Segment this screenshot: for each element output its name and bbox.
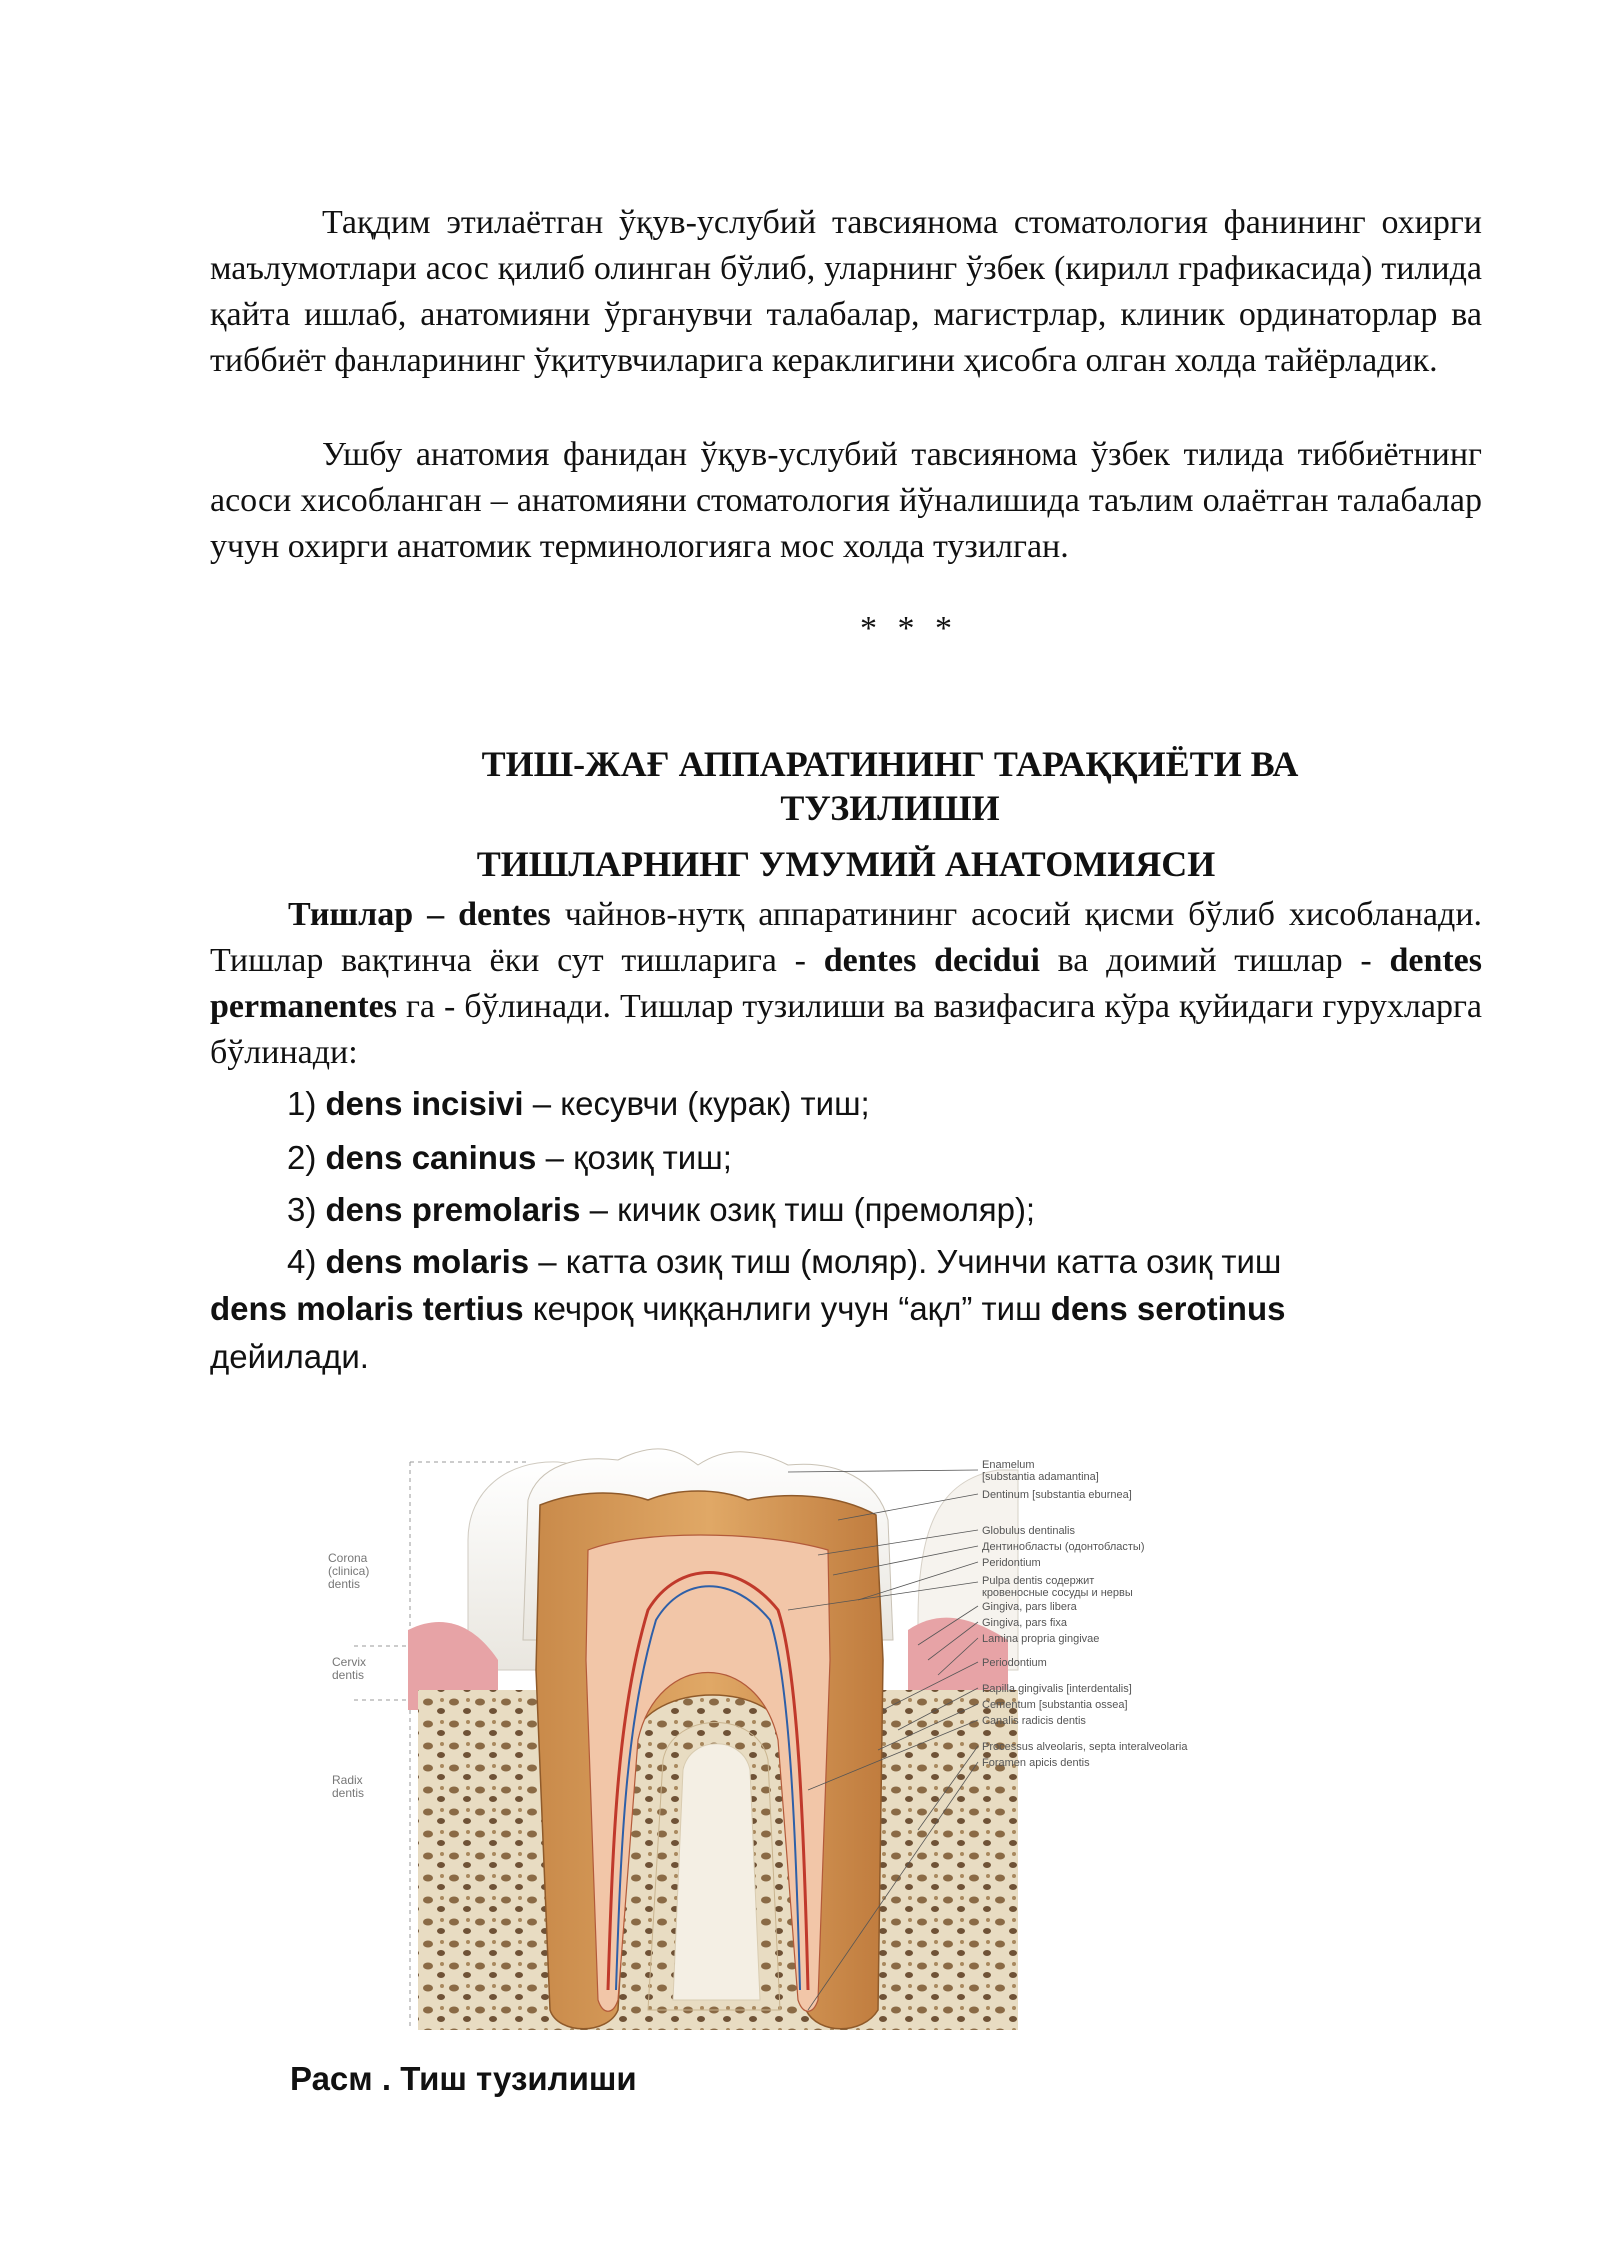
body-paragraph — [210, 892, 1482, 1076]
list-number: 4) — [287, 1243, 326, 1280]
list-number: 1) — [287, 1085, 326, 1122]
label-papilla: Papilla gingivalis [interdentalis] — [982, 1683, 1132, 1695]
section-title: ТИШЛАРНИНГ УМУМИЙ АНАТОМИЯСИ — [476, 844, 1216, 884]
list-continuation-text: кечроқ чиққанлиги учун “ақл” тиш — [523, 1290, 1051, 1327]
label-gingiva-libera: Gingiva, pars libera — [982, 1601, 1077, 1613]
list-item — [287, 1240, 1281, 1284]
label-corona: Corona (clinica) dentis — [328, 1551, 370, 1591]
list-term: dens caninus — [325, 1139, 537, 1176]
label-globulus: Globulus dentinalis — [982, 1525, 1075, 1537]
label-dentinoblasty: Дентинобласты (одонтобласты) — [982, 1541, 1145, 1553]
label-foramen: Foramen apicis dentis — [982, 1757, 1090, 1769]
list-term: dens incisivi — [325, 1085, 524, 1122]
label-enamelum: Enamelum [substantia adamantina] — [982, 1459, 1099, 1483]
tooth-structure-figure — [318, 1410, 1278, 2050]
intro-paragraph-1-text: Тақдим этилаётган ўқув-услубий тавсиянома стоматология фанининг охирги маълумотлари асос қилиб олинган бўлиб, уларнинг ўзбек (кирилл графикасида) тилида қайта ишлаб, анатомияни ўрганувчи талабалар, магистрлар, клиник ординаторлар ва тиббиёт фанларининг ўқитувчиларига кераклигини ҳисобга олган холда тайёрладик. — [210, 204, 1482, 379]
label-dentinum: Dentinum [substantia eburnea] — [982, 1489, 1132, 1501]
list-continuation — [210, 1286, 1285, 1332]
label-periodontium: Periodontium — [982, 1657, 1047, 1669]
intro-paragraph-2-text: Ушбу анатомия фанидан ўқув-услубий тавсиянома ўзбек тилида тиббиётнинг асоси хисобланган – анатомияни стоматология йўналишида таълим олаётган талабалар учун охирги анатомик терминологияга мос холда тузилган. — [210, 436, 1482, 565]
list-number: 2) — [287, 1139, 326, 1176]
intro-paragraph-1 — [210, 200, 1482, 384]
figure-caption: Расм . Тиш тузилиши — [290, 2060, 637, 2097]
label-canalis: Canalis radicis dentis — [982, 1715, 1086, 1727]
label-cervix: Cervix dentis — [332, 1655, 367, 1682]
label-peridontium: Peridontium — [982, 1557, 1041, 1569]
intro-paragraph-2 — [210, 432, 1482, 570]
body-text-3: га - бўлинади. Тишлар тузилиши ва вазифасига кўра қуйидаги гурухларга бўлинади: — [210, 988, 1482, 1071]
list-continuation-end: дейилади. — [210, 1338, 369, 1375]
term-dentes: dentes — [458, 896, 551, 933]
list-description: – кичик озиқ тиш (премоляр); — [580, 1191, 1036, 1228]
chapter-title-line-2: ТУЗИЛИШИ — [780, 788, 1000, 828]
list-item — [287, 1082, 870, 1126]
label-pulpa: Pulpa dentis содержит кровеносные сосуды и нервы — [982, 1575, 1133, 1599]
term-dentes-decidui: dentes decidui — [823, 942, 1040, 979]
term-tishlar: Тишлар — [288, 896, 414, 933]
list-number: 3) — [287, 1191, 326, 1228]
chapter-title — [300, 742, 1480, 830]
list-description: – катта озиқ тиш (моляр). Учинчи катта озиқ тиш — [529, 1243, 1282, 1280]
list-description: – қозиқ тиш; — [536, 1139, 732, 1176]
list-term: dens premolaris — [325, 1191, 581, 1228]
term-dens-molaris-tertius: dens molaris tertius — [210, 1290, 524, 1327]
label-radix: Radix dentis — [332, 1773, 365, 1800]
label-lamina-propria: Lamina propria gingivae — [982, 1633, 1100, 1645]
chapter-title-line-1: ТИШ-ЖАҒ АППАРАТИНИНГ ТАРАҚҚИЁТИ ВА — [481, 744, 1299, 784]
term-dash: – — [413, 896, 459, 933]
label-processus: Processus alveolaris, septa interalveolaria — [982, 1741, 1188, 1753]
term-dens-serotinus: dens serotinus — [1050, 1290, 1286, 1327]
label-gingiva-fixa: Gingiva, pars fixa — [982, 1617, 1067, 1629]
body-text-2: ва доимий тишлар - — [1039, 942, 1390, 979]
list-item — [287, 1136, 732, 1180]
term-dentes-permanentes: dentes permanentes — [210, 942, 1482, 1025]
section-separator: * * * — [860, 610, 958, 647]
list-term: dens molaris — [325, 1243, 530, 1280]
label-cementum: Cementum [substantia ossea] — [982, 1699, 1128, 1711]
tooth-illustration — [318, 1410, 1278, 2050]
body-text-1: чайнов-нутқ аппаратининг асосий қисми бўлиб хисобланади. Тишлар вақтинча ёки сут тишларига - — [210, 896, 1483, 979]
list-description: – кесувчи (курак) тиш; — [523, 1085, 870, 1122]
list-item — [287, 1188, 1035, 1232]
